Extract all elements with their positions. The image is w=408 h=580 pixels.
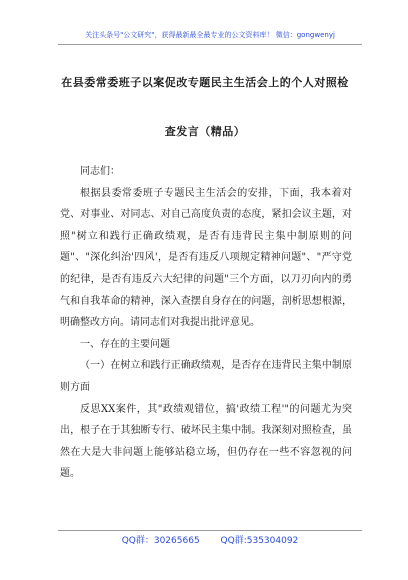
- subsection-heading: （一）在树立和践行正确政绩观，是否存在违背民主集中制原则方面: [60, 360, 352, 393]
- document-title-line-2: 查发言（精品）: [164, 125, 246, 138]
- section-heading: 一、存在的主要问题: [80, 338, 170, 350]
- header-divider: [58, 44, 362, 45]
- document-title-line-1: 在县委常委班子以案促改专题民主生活会上的个人对照检: [61, 76, 349, 89]
- document-body: [60, 161, 352, 485]
- footer-qq-group-2: QQ群:535304092: [220, 536, 299, 546]
- header-banner: 关注头条号"公文研究"，获得最新最全最专业的公文资料库！ 微信：gongwenyj: [85, 31, 335, 39]
- greeting: 同志们：: [80, 166, 120, 177]
- footer-qq-group-1: QQ群：30265665: [121, 536, 200, 546]
- paragraph-reflection: 反思XX案件，其"政绩观错位，搞'政绩工程'"的问题尤为突出，根子在于其独断专行、破坏民主集中制。我深刻对照检查，虽然在大是大非问题上能够站稳立场，但仍存在一些不容忽视的问题。: [60, 403, 352, 480]
- footer-divider: [58, 530, 362, 531]
- paragraph-intro: 根据县委常委班子专题民主生活会的安排，下面，我本着对党、对事业、对同志、对自己高度负责的态度，紧扣会议主题，对照"树立和践行正确政绩观，是否有违背民主集中制原则的问题"、"深化纠治'四风'，是否有违反八项规定精神问题"、"严守党的纪律，是否有违反六大纪律的问题"三个方面，以刀刃向内的勇气和自我革命的精神，深入查摆自身存在的问题，剖析思想根源，明确整改方向。请同志们对我提出批评意见。: [60, 187, 352, 329]
- footer: [60, 533, 360, 546]
